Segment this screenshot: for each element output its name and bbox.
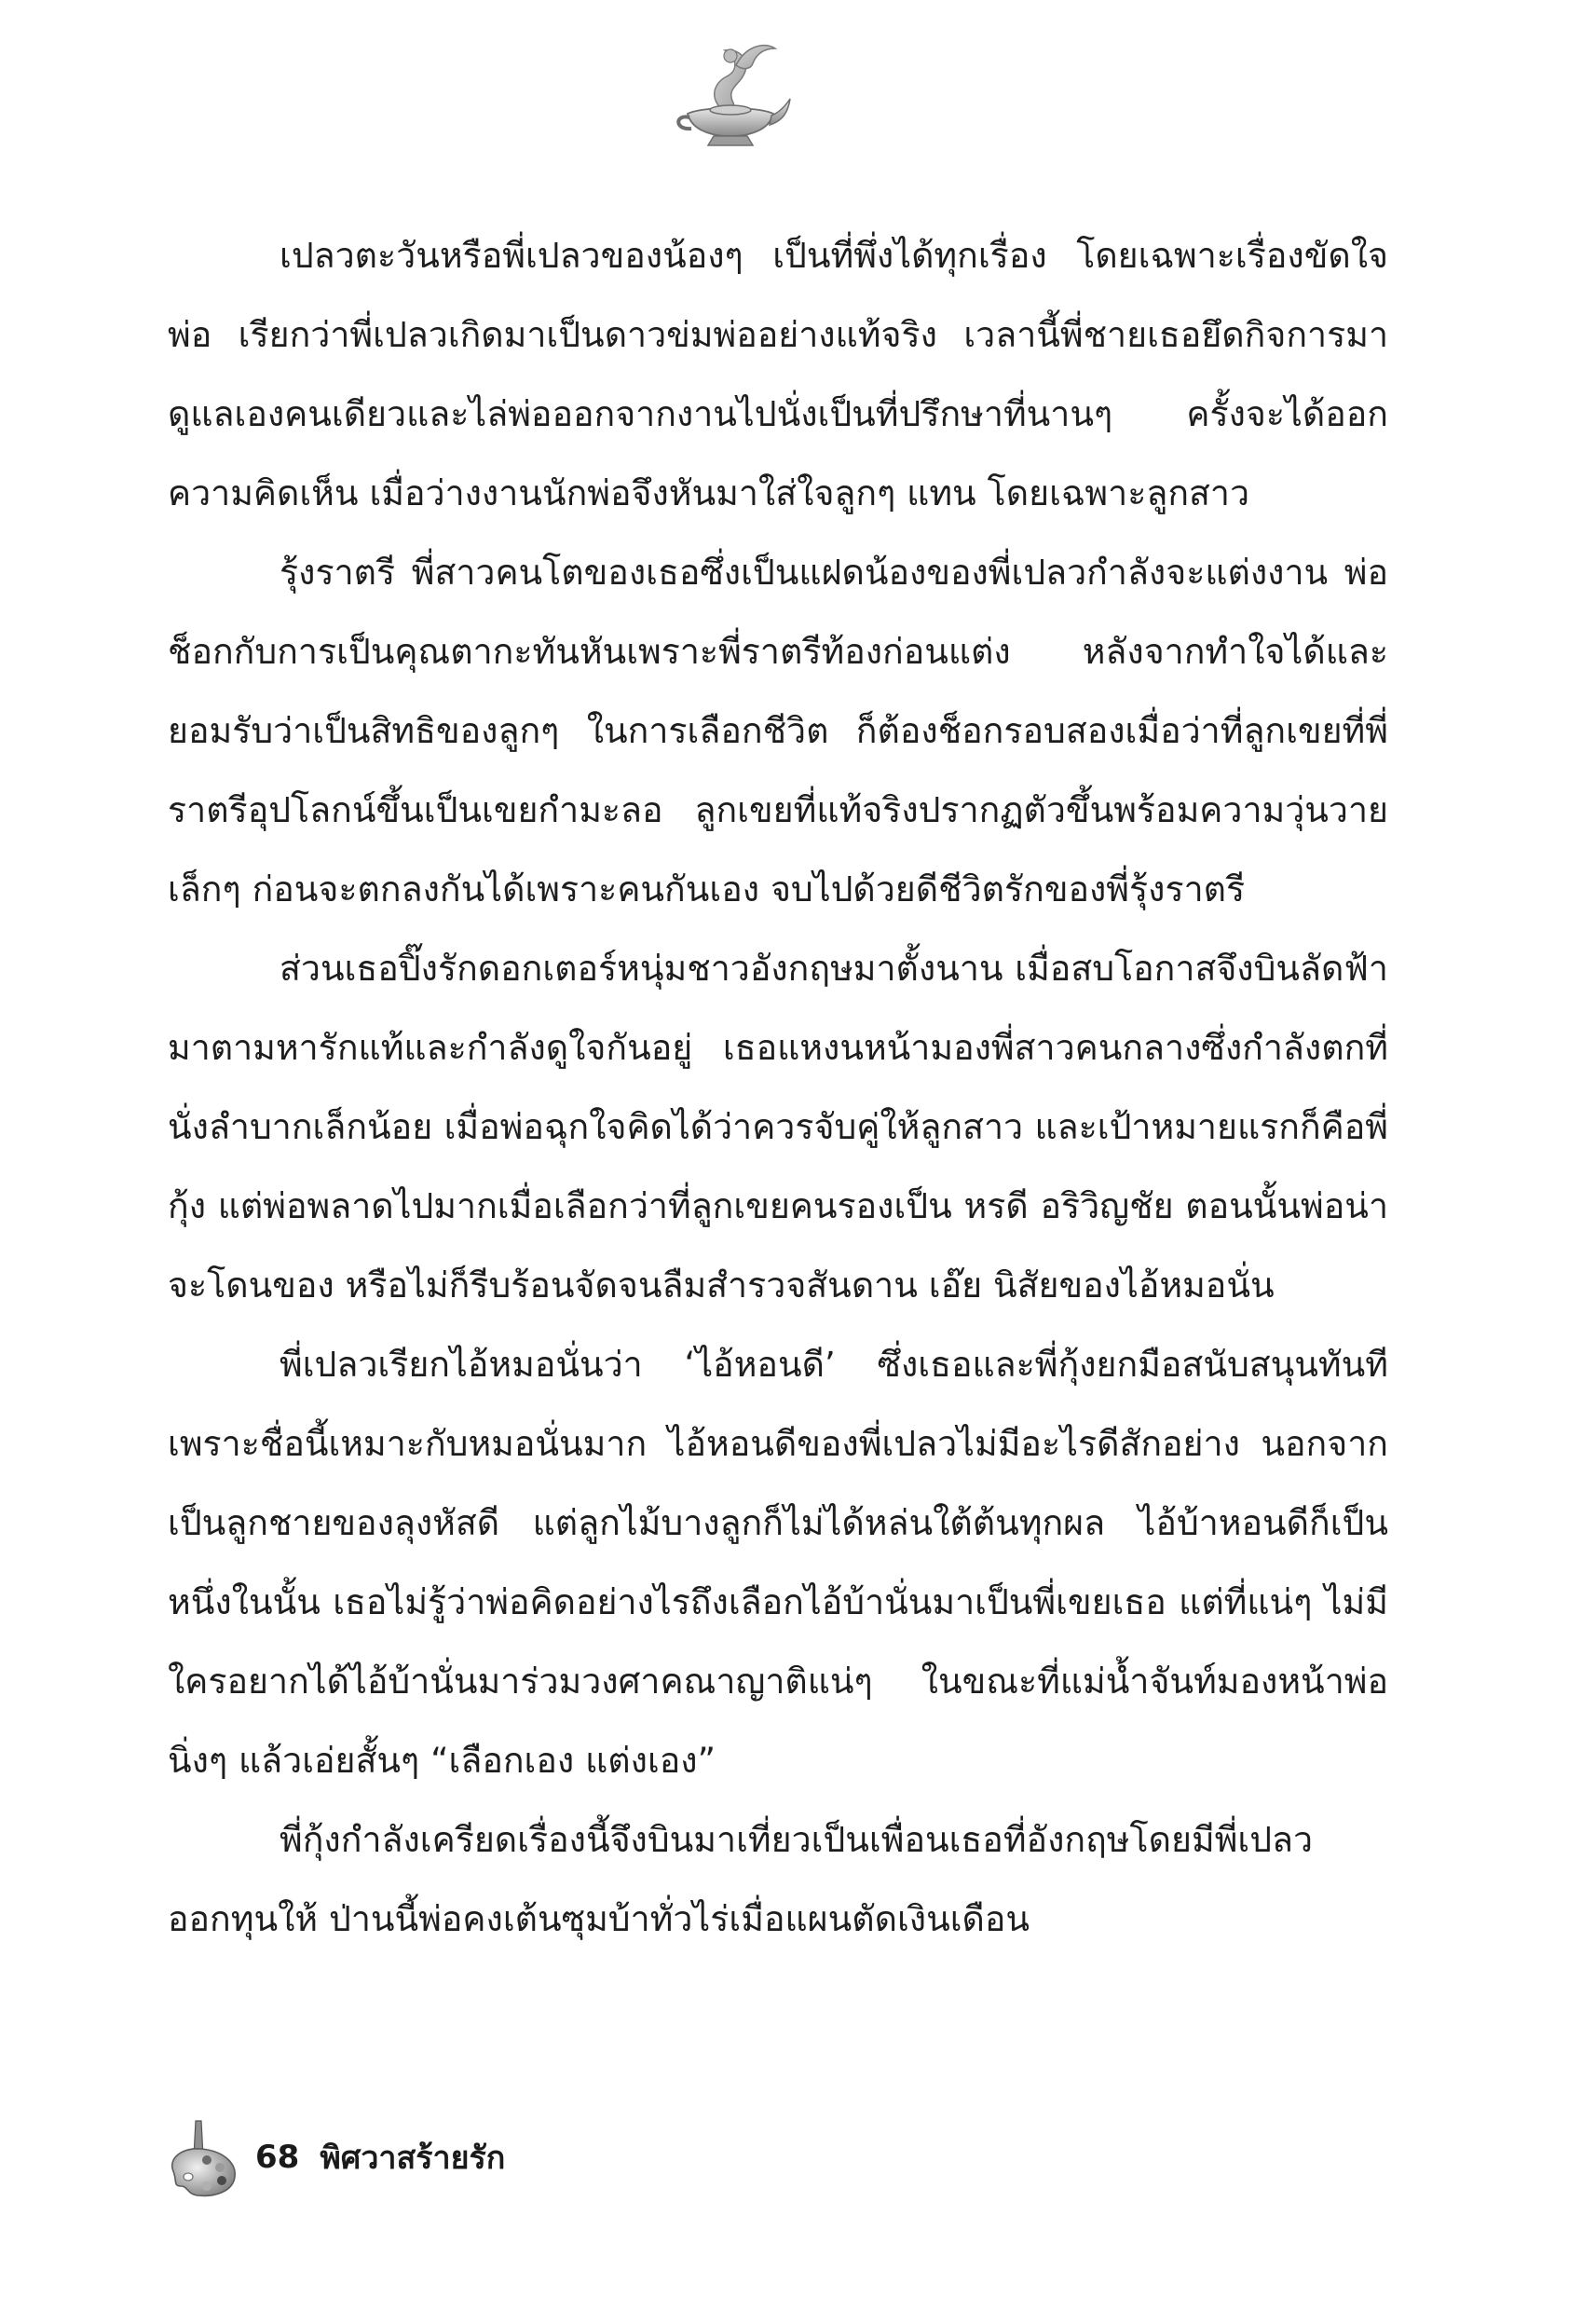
book-title: พิศวาสร้ายรัก	[320, 2140, 506, 2177]
paragraph: เปลวตะวันหรือพี่เปลวของน้องๆ เป็นที่พึ่งได้ทุกเรื่อง โดยเฉพาะเรื่องขัดใจพ่อ เรียกว่าพี่เปลวเกิดมาเป็นดาวข่มพ่ออย่างแท้จริง เวลานี้พี่ชายเธอยึดกิจการมาดูแลเองคนเดียวและไล่พ่อออกจากงานไปนั่งเป็นที่ปรึกษาที่นานๆ ครั้งจะได้ออกความคิดเห็น เมื่อว่างงานนักพ่อจึงหันมาใส่ใจลูกๆ แทน โดยเฉพาะลูกสาว	[168, 235, 1388, 513]
body-text	[168, 216, 1388, 1959]
paragraph: รุ้งราตรี พี่สาวคนโตของเธอซึ่งเป็นแฝดน้องของพี่เปลวกำลังจะแต่งงาน พ่อช็อกกับการเป็นคุณตากะทันหันเพราะพี่ราตรีท้องก่อนแต่ง หลังจากทำใจได้และยอมรับว่าเป็นสิทธิของลูกๆ ในการเลือกชีวิต ก็ต้องช็อกรอบสองเมื่อว่าที่ลูกเขยที่พี่ราตรีอุปโลกน์ขึ้นเป็นเขยกำมะลอ ลูกเขยที่แท้จริงปรากฏตัวขึ้นพร้อมความวุ่นวายเล็กๆ ก่อนจะตกลงกันได้เพราะคนกันเอง จบไปด้วยดีชีวิตรักของพี่รุ้งราตรี	[168, 552, 1388, 909]
page-number: 68	[255, 2139, 300, 2176]
paragraph: ส่วนเธอปิ๊งรักดอกเตอร์หนุ่มชาวอังกฤษมาตั้งนาน เมื่อสบโอกาสจึงบินลัดฟ้ามาตามหารักแท้และกำลังดูใจกันอยู่ เธอแหงนหน้ามองพี่สาวคนกลางซึ่งกำลังตกที่นั่งลำบากเล็กน้อย เมื่อพ่อฉุกใจคิดได้ว่าควรจับคู่ให้ลูกสาว และเป้าหมายแรกก็คือพี่กุ้ง แต่พ่อพลาดไปมากเมื่อเลือกว่าที่ลูกเขยคนรองเป็น หรดี อริวิญชัย ตอนนั้นพ่อน่าจะโดนของ หรือไม่ก็รีบร้อนจัดจนลืมสำรวจสันดาน เอ๊ย นิสัยของไอ้หมอนั่น	[168, 948, 1388, 1306]
paint-palette-icon	[164, 2115, 240, 2199]
paragraph: พี่กุ้งกำลังเครียดเรื่องนี้จึงบินมาเที่ยวเป็นเพื่อนเธอที่อังกฤษโดยมีพี่เปลวออกทุนให้ ป่านนี้พ่อคงเต้นซุมบ้าทั่วไร่เมื่อแผนตัดเงินเดือน	[168, 1819, 1314, 1939]
page-footer	[164, 2115, 505, 2199]
magic-lamp-icon	[671, 28, 792, 158]
paragraph: พี่เปลวเรียกไอ้หมอนั่นว่า ‘ไอ้หอนดี’ ซึ่งเธอและพี่กุ้งยกมือสนับสนุนทันที เพราะชื่อนี้เหมาะกับหมอนั่นมาก ไอ้หอนดีของพี่เปลวไม่มีอะไรดีสักอย่าง นอกจากเป็นลูกชายของลุงหัสดี แต่ลูกไม้บางลูกก็ไม่ได้หล่นใต้ต้นทุกผล ไอ้บ้าหอนดีก็เป็นหนึ่งในนั้น เธอไม่รู้ว่าพ่อคิดอย่างไรถึงเลือกไอ้บ้านั่นมาเป็นพี่เขยเธอ แต่ที่แน่ๆ ไม่มีใครอยากได้ไอ้บ้านั่นมาร่วมวงศาคณาญาติแน่ๆ ในขณะที่แม่น้ำจันท์มองหน้าพ่อนิ่งๆ แล้วเอ่ยสั้นๆ “เลือกเอง แต่งเอง”	[168, 1344, 1388, 1781]
